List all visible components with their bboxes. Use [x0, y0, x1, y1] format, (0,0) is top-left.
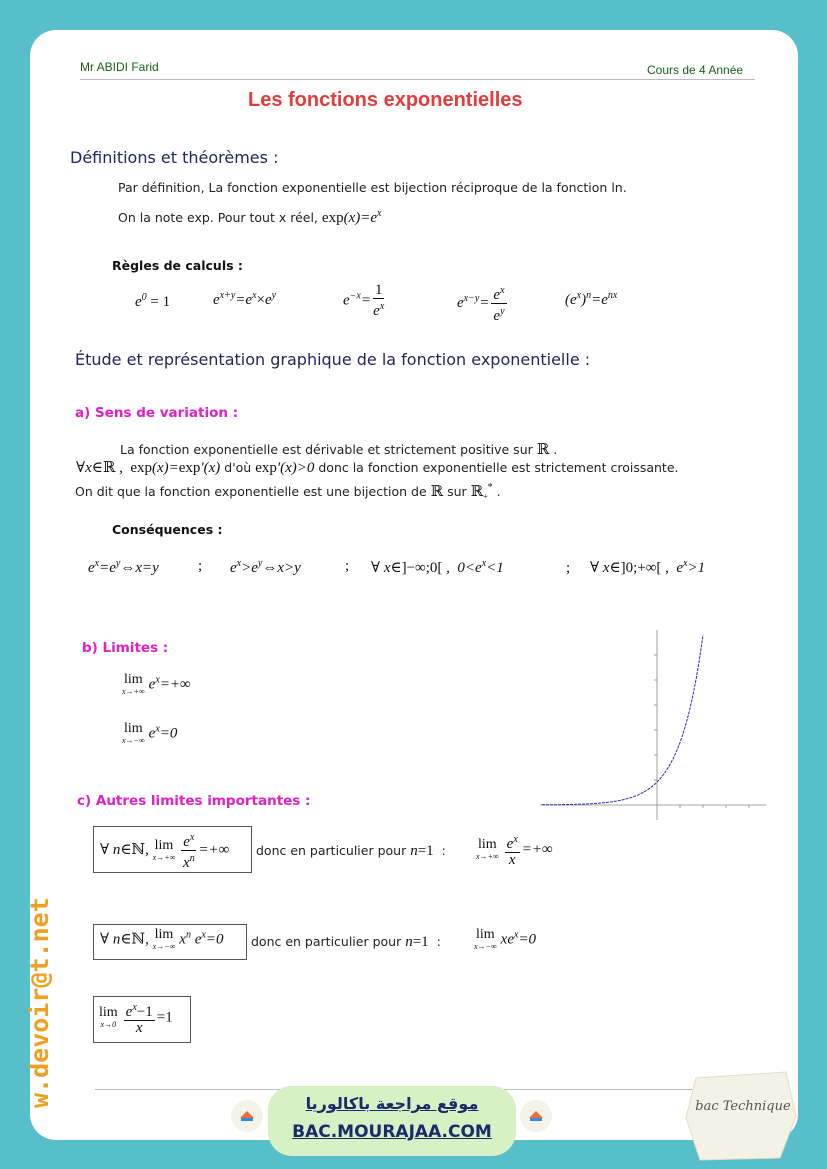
exp-definition-formula: $\exp(x)=e^x$ [321, 208, 382, 226]
bac-technique-stamp [682, 1068, 800, 1164]
definition-line-2-text: On la note exp. Pour tout x réel, [118, 210, 318, 225]
derivative-positive: exp'(x)>0 [255, 460, 315, 476]
definitions-heading: Définitions et théorèmes : [70, 148, 279, 167]
watermark-text: w.devoir@t.net [25, 897, 54, 1108]
box-2-text-label: donc en particulier pour [251, 934, 402, 949]
banner-arabic-text: موقع مراجعة باكالوريا [305, 1094, 479, 1113]
right-logo-icon [520, 1100, 552, 1132]
consequence-positive-interval: ∀ x∈]0;+∞[ , $e^x>1$ [590, 558, 706, 576]
variation-heading: a) Sens de variation : [75, 405, 239, 421]
author-name: Mr ABIDI Farid [80, 60, 159, 74]
limits-heading: b) Limites : [82, 640, 169, 656]
variation-line-1-text: La fonction exponentielle est dérivable et strictement positive sur [120, 442, 533, 457]
left-logo-icon [231, 1100, 263, 1132]
variation-line-2 [76, 458, 679, 477]
stamp-text: bac Technique [695, 1099, 791, 1114]
page-title: Les fonctions exponentielles [248, 89, 523, 111]
separator: ; [566, 560, 571, 576]
rule-e0: $e^0 = 1$ [135, 292, 171, 310]
variation-line-2-mid: d'où [224, 460, 252, 475]
real-set-symbol: ℝ [536, 442, 550, 458]
limit-ex-minus-1-over-x: lim x→0 $\frac{e^x-1}{x}$ =1 [99, 1002, 173, 1036]
variation-line-3-text: On dit que la fonction exponentielle est une bijection de [75, 484, 427, 499]
domain-set: ℝ [430, 484, 444, 500]
variation-line-3: On dit que la fonction exponentielle est une bijection de ℝ sur ℝ$_+$* . [75, 482, 501, 501]
variation-line-1: La fonction exponentielle est dérivable et strictement positive sur ℝ . [120, 442, 558, 458]
document-page [30, 30, 798, 1140]
exp-graph [540, 625, 770, 820]
rule-power: $(e^x)^n=e^{nx}$ [565, 290, 618, 308]
limit-x-ex: lim x→−∞ $xe^x=0$ [474, 927, 537, 951]
variation-line-3-sur: sur [447, 484, 467, 499]
separator: ; [345, 558, 350, 574]
consequence-inequality: $e^x>e^y\Leftrightarrow x>y$ [230, 558, 301, 576]
site-watermark [14, 860, 60, 1110]
definition-line-1: Par définition, La fonction exponentielle est bijection réciproque de la fonction ln. [118, 180, 627, 195]
graph-ticks [654, 655, 749, 808]
banner-url-link[interactable]: BAC.MOURAJAA.COM [292, 1122, 492, 1142]
limit-ex-over-xn: ∀ n∈ℕ, lim x→+∞ $\frac{e^x}{x^n}$ =+∞ [100, 832, 230, 871]
consequence-equality: $e^x=e^y\Leftrightarrow x=y$ [88, 558, 159, 576]
site-banner[interactable] [268, 1086, 516, 1156]
variation-line-2-end: donc la fonction exponentielle est strictement croissante. [318, 460, 679, 475]
limit-minus-infinity: lim x→−∞ $e^x=0$ [122, 721, 178, 745]
rule-sum: $e^{x+y}=e^x\times e^y$ [213, 290, 277, 308]
limit-xn-ex: ∀ n∈ℕ, lim x→−∞ $x^n$ $e^x=0$ [100, 927, 224, 951]
exp-curve [542, 635, 703, 805]
other-limits-heading: c) Autres limites importantes : [77, 793, 311, 809]
box-2-text: donc en particulier pour n=1 : [251, 934, 441, 950]
course-level: Cours de 4 Année [647, 63, 744, 77]
rule-difference: $e^{x-y}=$ $\frac{e^x}{e^y}$ [457, 285, 505, 324]
box-1-text: donc en particulier pour n=1 : [256, 843, 446, 859]
definition-line-2 [118, 208, 381, 227]
box-1-text-label: donc en particulier pour [256, 843, 407, 858]
consequence-negative-interval: ∀ x∈]−∞;0[ , $0<e^x<1$ [371, 558, 504, 576]
limit-ex-over-x: lim x→+∞ $\frac{e^x}{x}$ =+∞ [476, 834, 553, 868]
rule-negative: $e^{-x}=$ $\frac{1}{e^x}$ [343, 282, 385, 319]
separator: ; [198, 558, 203, 574]
consequences-heading: Conséquences : [112, 522, 223, 537]
header-rule [80, 79, 755, 80]
codomain-set: ℝ$_+$* [470, 482, 493, 501]
study-heading: Étude et représentation graphique de la fonction exponentielle : [75, 350, 591, 369]
limit-plus-infinity: lim x→+∞ $e^x=+\infty$ [122, 672, 191, 696]
derivative-formula: ∀x∈ℝ , exp(x)=exp'(x) [76, 460, 221, 476]
rules-heading: Règles de calculs : [112, 258, 243, 273]
